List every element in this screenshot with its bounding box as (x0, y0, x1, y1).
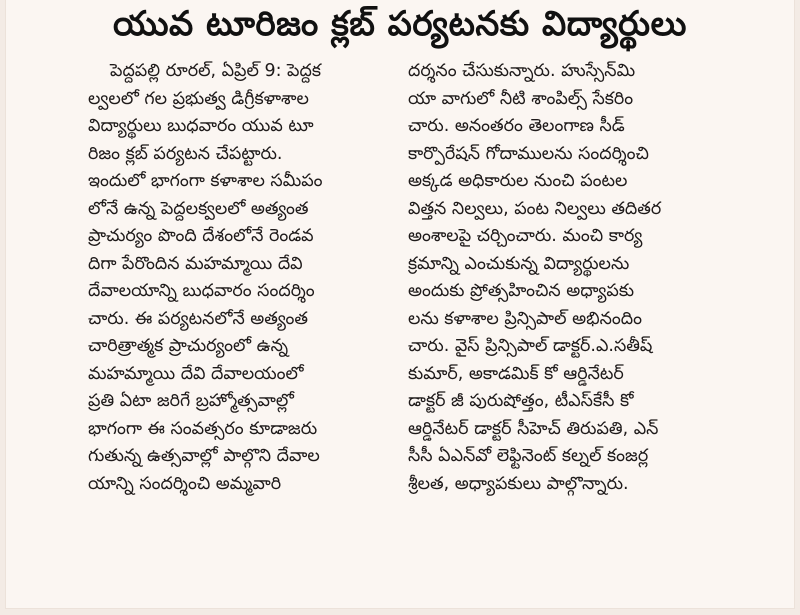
text-line: చారు. వైస్ ప్రిన్సిపాల్ డాక్టర్.ఎ.సతీష్ (408, 336, 653, 356)
text-line: విద్యార్థులు బుధవారం యువ టూ (88, 116, 314, 136)
text-line: చారిత్రాత్మక ప్రాచుర్యంలో ఉన్న (88, 336, 289, 356)
text-line: ఆర్డినేటర్ డాక్టర్ సీహెచ్ తిరుపతి, ఎన్ (408, 418, 659, 439)
text-line: లను కళాశాల ప్రిన్సిపాల్ అభినందిం (408, 308, 642, 329)
newspaper-clipping (6, 0, 794, 608)
text-line: గుతున్న ఉత్సవాల్లో పాల్గొని దేవాల (88, 446, 320, 466)
article-column-right (408, 58, 708, 498)
text-line: కుమార్, అకాడమిక్ కో ఆర్డినేటర్ (408, 363, 624, 384)
text-line: పెద్దపల్లి రూరల్, ఏప్రిల్ 9: పెద్దక (110, 61, 321, 81)
text-line: యాన్ని సందర్శించి అమ్మవారి (88, 473, 282, 494)
text-line: ల్వలలో గల ప్రభుత్వ డిగ్రీకళాశాల (88, 88, 309, 109)
text-line: చారు. అనంతరం తెలంగాణ సీడ్ (408, 116, 625, 136)
text-line: చారు. ఈ పర్యటనలోనే అత్యంత (88, 308, 308, 329)
text-line: అందుకు ప్రోత్సహించిన అధ్యాపకు (408, 281, 635, 301)
text-line: రిజం క్లబ్ పర్యటన చేపట్టారు. (88, 143, 283, 164)
text-line: యా వాగులో నీటి శాంపిల్స్ సేకరిం (408, 88, 634, 109)
text-line: ఇందులో భాగంగా కళాశాల సమీపం (88, 171, 323, 191)
text-line: అక్కడ అధికారుల నుంచి పంటల (408, 171, 628, 191)
article-column-left (88, 58, 388, 498)
text-line: అంశాలపై చర్చించారు. మంచి కార్య (408, 226, 643, 246)
text-line: దిగా పేరొందిన మహమ్మాయి దేవి (88, 253, 303, 274)
text-line: కార్పొరేషన్ గోదాములను సందర్శించి (408, 143, 649, 164)
text-line: దర్శనం చేసుకున్నారు. హుస్సేన్‌మి (408, 61, 636, 81)
text-line: ప్రాచుర్యం పొంది దేశంలోనే రెండవ (88, 226, 314, 246)
text-line: శ్రీలత, అధ్యాపకులు పాల్గొన్నారు. (408, 473, 629, 494)
text-line: సీసీ ఏఎన్‌వో లెఫ్టినెంట్ కల్నల్ కంజర్ల (408, 446, 649, 466)
text-line: క్రమాన్ని ఎంచుకున్న విద్యార్థులను (408, 253, 630, 274)
text-line: ప్రతి ఏటా జరిగే బ్రహ్మోత్సవాల్లో (88, 391, 294, 411)
text-line: మహమ్మాయి దేవి దేవాలయంలో (88, 363, 304, 384)
text-line: లోనే ఉన్న పెద్దలక్వలలో అత్యంత (88, 198, 309, 219)
text-line: డాక్టర్ జీ పురుషోత్తం, టీఎస్‌కేసీ కో (408, 391, 634, 411)
article-headline: యువ టూరిజం క్లబ్ పర్యటనకు విద్యార్థులు (113, 4, 687, 44)
text-line: భాగంగా ఈ సంవత్సరం కూడాజరు (88, 418, 318, 439)
text-line: విత్తన నిల్వలు, పంట నిల్వలు తదితర (408, 198, 662, 219)
text-line: దేవాలయాన్ని బుధవారం సందర్శిం (88, 281, 315, 301)
